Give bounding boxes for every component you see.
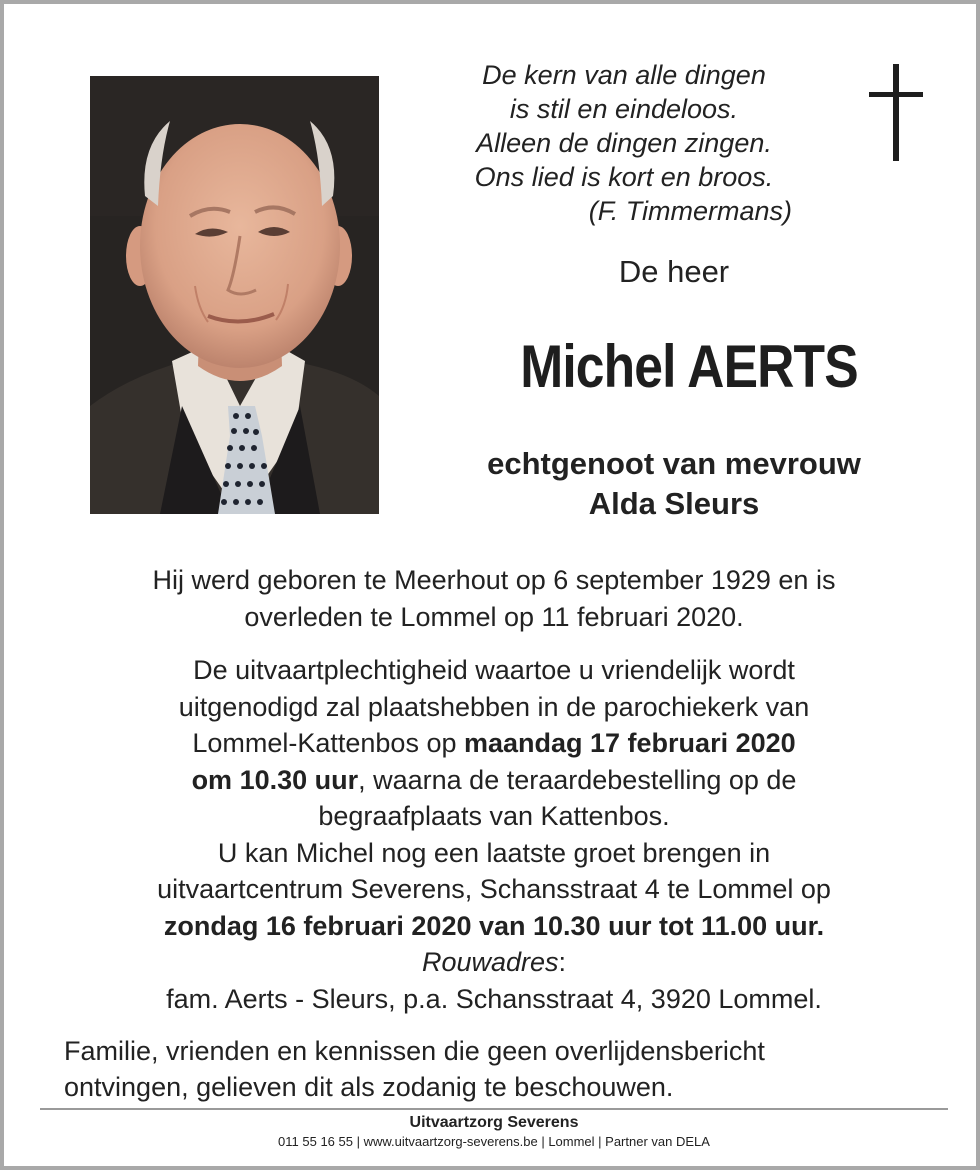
portrait-illustration	[90, 76, 379, 514]
poem-line: Ons lied is kort en broos.	[474, 162, 774, 192]
ceremony-date: maandag 17 februari 2020	[463, 728, 796, 758]
visitation-time: zondag 16 februari 2020 van 10.30 uur tot 11.00 uur.	[163, 910, 825, 941]
footer	[4, 1112, 980, 1150]
portrait-photo	[90, 76, 379, 514]
funeral-home-name: Uitvaartzorg Severens	[409, 1114, 579, 1131]
text-segment: Lommel-Kattenbos op	[192, 728, 464, 758]
text-line	[44, 908, 944, 945]
text-line: U kan Michel nog een laatste groet brengen in	[217, 837, 771, 868]
address-line: fam. Aerts - Sleurs, p.a. Schansstraat 4, 3920 Lommel.	[166, 983, 822, 1014]
spouse-name: Alda Sleurs	[588, 486, 760, 521]
text-segment: , waarna de teraardebestelling op de	[358, 764, 797, 795]
text-line: uitvaartcentrum Severens, Schansstraat 4 te Lommel op	[157, 874, 831, 904]
poem	[444, 58, 804, 228]
text-line: begraafplaats van Kattenbos.	[318, 801, 670, 831]
footer-divider	[40, 1108, 948, 1110]
poem-line: is stil en eindeloos.	[509, 94, 739, 124]
birth-death-paragraph	[44, 562, 944, 635]
text-line: Hij werd geboren te Meerhout op 6 september 1929 en is	[152, 565, 836, 595]
text-line	[44, 762, 944, 799]
funeral-home-contact: 011 55 16 55 | www.uitvaartzorg-severens.be | Lommel | Partner van DELA	[278, 1134, 710, 1149]
ceremony-time: om 10.30 uur	[191, 764, 359, 795]
text-line	[44, 725, 944, 762]
text-line: De uitvaartplechtigheid waartoe u vriendelijk wordt	[193, 655, 795, 685]
address-label: Rouwadres	[421, 947, 559, 977]
spouse-info	[424, 444, 924, 524]
salutation: De heer	[618, 254, 730, 289]
deceased-name: Michel AERTS	[520, 333, 858, 400]
ceremony-paragraph	[44, 652, 944, 1017]
poem-line: Alleen de dingen zingen.	[476, 128, 772, 158]
poem-line: De kern van alle dingen	[482, 60, 766, 90]
closing-paragraph	[64, 1033, 924, 1105]
cross-icon	[866, 64, 926, 169]
spouse-relation: echtgenoot van mevrouw	[487, 446, 861, 481]
poem-author: (F. Timmermans)	[588, 196, 792, 226]
text-line: overleden te Lommel op 11 februari 2020.	[244, 601, 744, 632]
text-line: ontvingen, gelieven dit als zodanig te beschouwen.	[64, 1072, 674, 1102]
text-line: uitgenodigd zal plaatshebben in de parochiekerk van	[178, 691, 810, 722]
address-label-line	[44, 944, 944, 981]
text-line: Familie, vrienden en kennissen die geen overlijdensbericht	[64, 1036, 765, 1066]
address-colon: :	[558, 947, 567, 977]
